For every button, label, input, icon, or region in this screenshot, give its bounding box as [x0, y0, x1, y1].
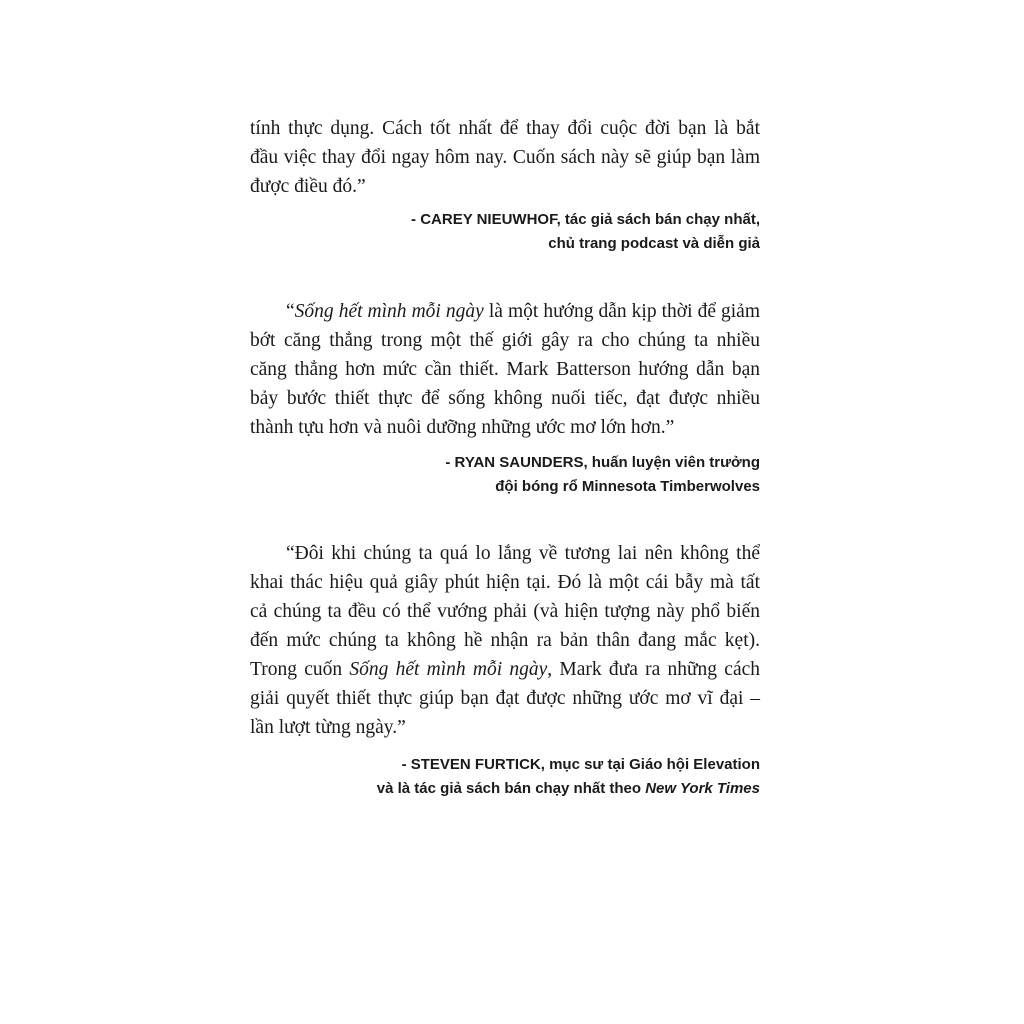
quote-3-line: khai thác hiệu quả giây phút hiện tại. Đó là một cái bẫy mà tất: [250, 572, 760, 593]
quote-3-line-start: Trong cuốn: [250, 659, 350, 680]
quote-1-attribution: [250, 208, 760, 256]
quote-2-text: [250, 297, 760, 442]
quote-3-line: “Đôi khi chúng ta quá lo lắng về tương lai nên không thể: [286, 543, 760, 564]
quote-2-line: căng thẳng hơn mức cần thiết. Mark Batterson hướng dẫn bạn: [250, 359, 760, 380]
quote-1-line: được điều đó.”: [250, 176, 366, 197]
book-title: Sống hết mình mỗi ngày: [349, 659, 548, 680]
quote-2-line: bảy bước thiết thực để sống không nuối tiếc, đạt được nhiều: [250, 388, 760, 409]
quote-3-line: lần lượt từng ngày.”: [250, 717, 406, 738]
quote-2-line-rest: là một hướng dẫn kịp thời để giảm: [483, 301, 761, 322]
quote-3-line: cả chúng ta đều có thể vướng phải (và hiện tượng này phổ biến: [250, 601, 760, 622]
attribution-line: - CAREY NIEUWHOF, tác giả sách bán chạy nhất,: [411, 211, 760, 228]
book-title: Sống hết mình mỗi ngày: [294, 301, 484, 322]
quote-1-line: tính thực dụng. Cách tốt nhất để thay đổi cuộc đời bạn là bắt: [250, 118, 760, 139]
attribution-line-start: và là tác giả sách bán chạy nhất theo: [376, 780, 646, 797]
attribution-line: chủ trang podcast và diễn giả: [548, 235, 760, 252]
quote-2-line: [250, 297, 760, 326]
open-quote: “: [286, 301, 295, 322]
attribution-line: đội bóng rổ Minnesota Timberwolves: [495, 478, 760, 495]
quote-3-line: [250, 655, 760, 684]
quote-2-attribution: [250, 451, 760, 499]
attribution-line: [250, 777, 760, 801]
attribution-line: - RYAN SAUNDERS, huấn luyện viên trưởng: [445, 454, 760, 471]
quote-1-line: đầu việc thay đổi ngay hôm nay. Cuốn sách này sẽ giúp bạn làm: [250, 147, 760, 168]
publication-title: New York Times: [645, 780, 760, 797]
quote-3-attribution: [250, 753, 760, 801]
quote-2-line: thành tựu hơn và nuôi dưỡng những ước mơ lớn hơn.”: [250, 417, 675, 438]
attribution-line: - STEVEN FURTICK, mục sư tại Giáo hội Elevation: [401, 756, 760, 773]
quote-2-line: bớt căng thẳng trong một thế giới gây ra cho chúng ta nhiều: [250, 330, 760, 351]
quote-3-text: [250, 539, 760, 742]
quote-3-line: đến mức chúng ta không hề nhận ra bản thân đang mắc kẹt).: [250, 630, 760, 651]
quote-3-line-rest: , Mark đưa ra những cách: [547, 659, 761, 680]
quote-1-text: [250, 114, 760, 201]
book-page: [250, 0, 760, 1024]
quote-3-line: giải quyết thiết thực giúp bạn đạt được những ước mơ vĩ đại –: [250, 688, 760, 709]
